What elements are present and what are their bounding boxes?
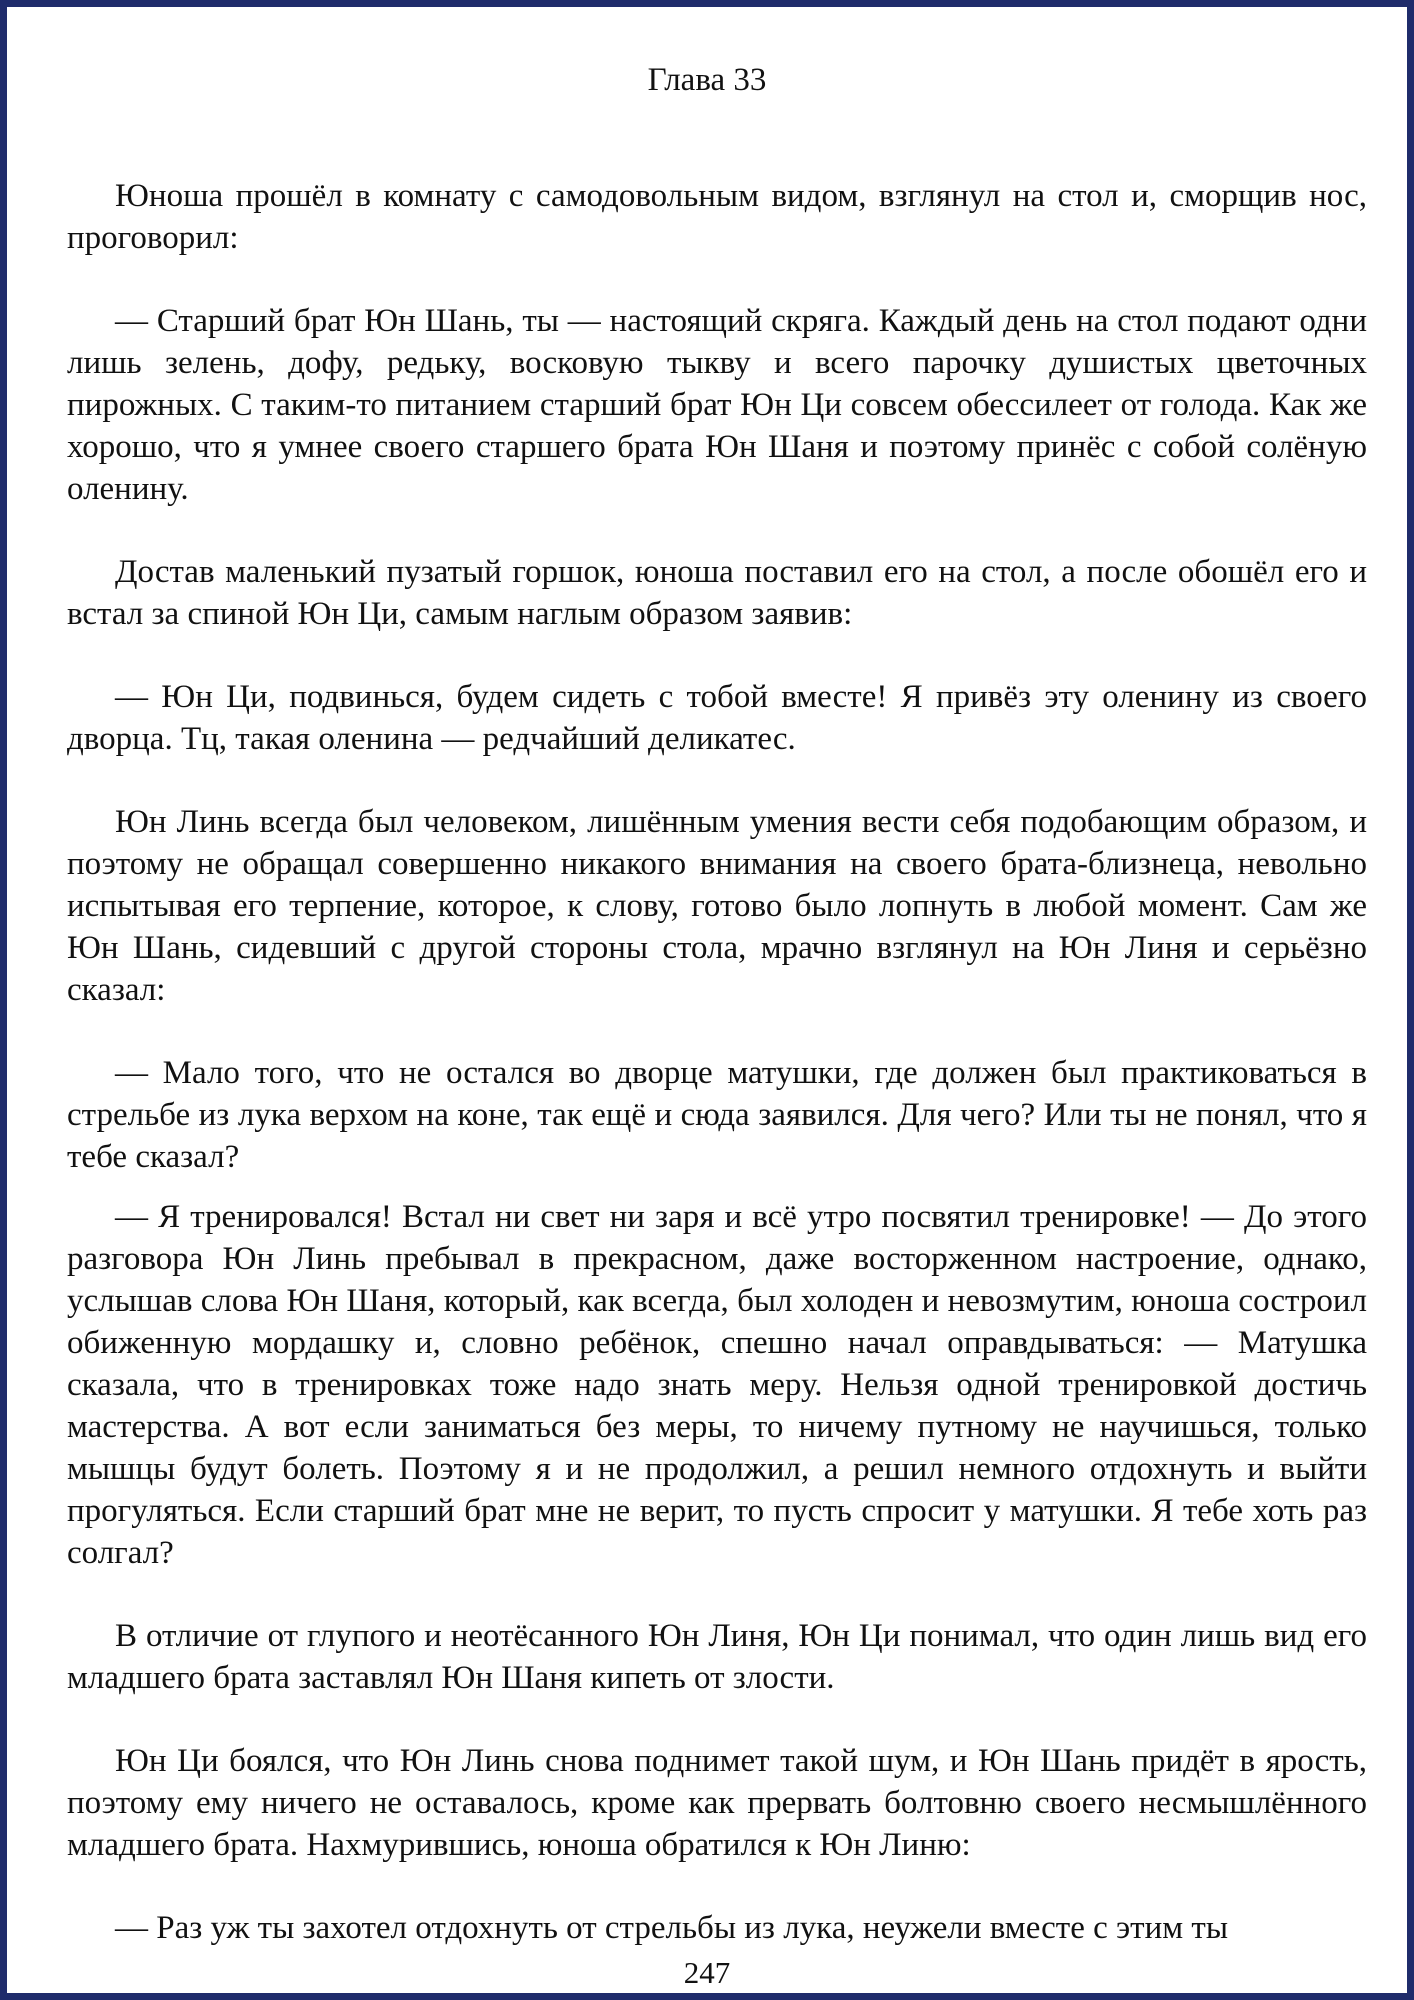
- paragraph: — Мало того, что не остался во дворце матушки, где должен был практиковаться в стрельбе из лука верхом на коне, так ещё и сюда заявился. Для чего? Или ты не понял, что я тебе сказал?: [67, 1055, 1367, 1175]
- page-number: 247: [683, 1955, 731, 1990]
- paragraph: В отличие от глупого и неотёсанного Юн Линя, Юн Ци понимал, что один лишь вид его младшего брата заставлял Юн Шаня кипеть от злости.: [67, 1618, 1367, 1696]
- paragraph: — Я тренировался! Встал ни свет ни заря и всё утро посвятил тренировке! — До этого разговора Юн Линь пребывал в прекрасном, даже восторженном настроение, однако, услышав слова Юн Шаня, который, как всегда, был холоден и невозмутим, юноша состроил обиженную мордашку и, словно ребёнок, спешно начал оправдываться: — Матушка сказала, что в тренировках тоже надо знать меру. Нельзя одной тренировкой достичь мастерства. А вот если заниматься без меры, то ничему путному не научишься, только мышцы будут болеть. Поэтому я и не продолжил, а решил немного отдохнуть и выйти прогуляться. Если старший брат мне не верит, то пусть спросит у матушки. Я тебе хоть раз солгал?: [67, 1199, 1367, 1571]
- paragraph: Достав маленький пузатый горшок, юноша поставил его на стол, а после обошёл его и встал за спиной Юн Ци, самым наглым образом заявив:: [67, 554, 1367, 632]
- paragraph: — Раз уж ты захотел отдохнуть от стрельбы из лука, неужели вместе с этим ты: [115, 1910, 1228, 1946]
- chapter-title: Глава 33: [647, 62, 767, 98]
- paragraph: — Юн Ци, подвинься, будем сидеть с тобой вместе! Я привёз эту оленину из своего дворца. Тц, такая оленина — редчайший деликатес.: [67, 679, 1367, 757]
- paragraph: Юноша прошёл в комнату с самодовольным видом, взглянул на стол и, сморщив нос, проговорил:: [67, 178, 1367, 256]
- paragraph: — Старший брат Юн Шань, ты — настоящий скряга. Каждый день на стол подают одни лишь зелень, дофу, редьку, восковую тыкву и всего парочку душистых цветочных пирожных. С таким-то питанием старший брат Юн Ци совсем обессилеет от голода. Как же хорошо, что я умнее своего старшего брата Юн Шаня и поэтому принёс с собой солёную оленину.: [67, 303, 1367, 507]
- text-body: [67, 175, 1367, 1990]
- paragraph: Юн Линь всегда был человеком, лишённым умения вести себя подобающим образом, и поэтому не обращал совершенно никакого внимания на своего брата-близнеца, невольно испытывая его терпение, которое, к слову, готово было лопнуть в любой момент. Сам же Юн Шань, сидевший с другой стороны стола, мрачно взглянул на Юн Линя и серьёзно сказал:: [67, 804, 1367, 1008]
- paragraph: Юн Ци боялся, что Юн Линь снова поднимет такой шум, и Юн Шань придёт в ярость, поэтому ему ничего не оставалось, кроме как прервать болтовню своего несмышлённого младшего брата. Нахмурившись, юноша обратился к Юн Линю:: [67, 1743, 1367, 1863]
